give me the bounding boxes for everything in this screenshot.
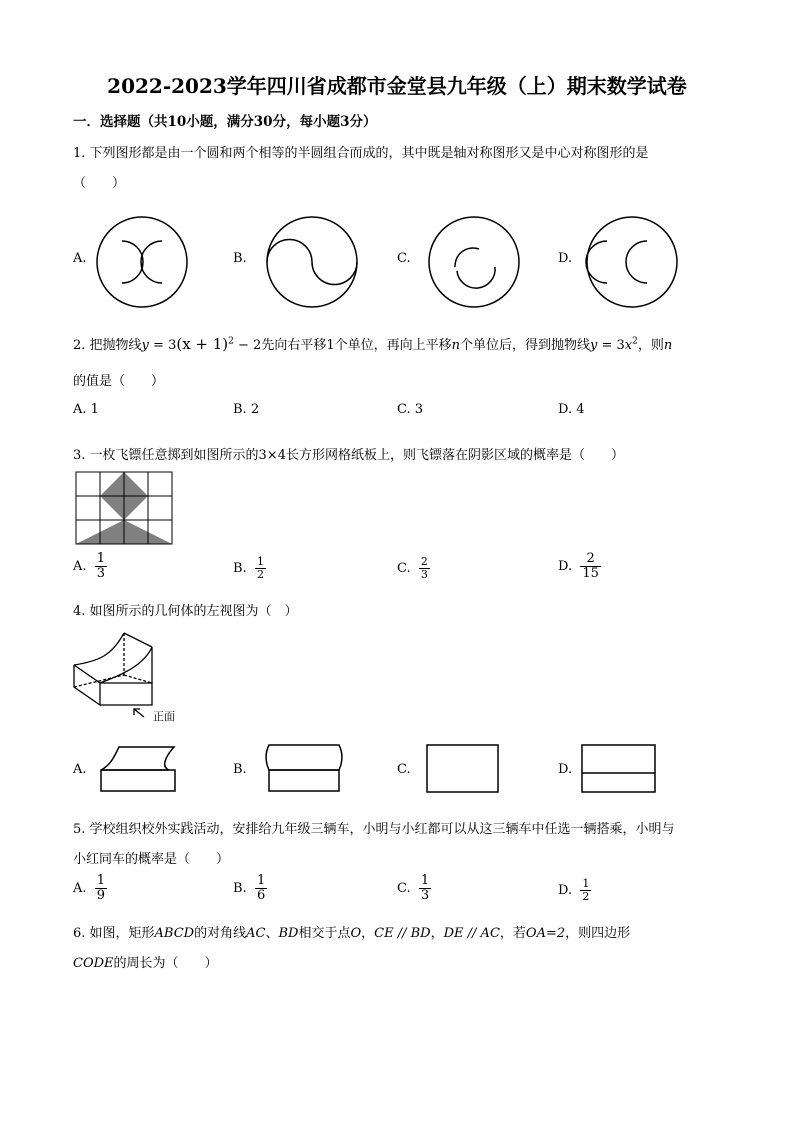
q2-option-b: B. 2: [233, 402, 260, 417]
q4-option-d-label: D.: [558, 762, 573, 777]
q4-option-a-figure: [99, 745, 175, 793]
question-1-text: 1. 下列图形都是由一个圆和两个相等的半圆组合而成的，其中既是轴对称图形又是中心对称图形的是: [73, 146, 649, 161]
q1-option-a-label: A.: [73, 251, 87, 266]
q1-option-c-label: C.: [397, 251, 411, 266]
question-3-text: 3. 一枚飞镖任意掷到如图所示的3×4长方形网格纸板上，则飞镖落在阴影区域的概率是（ ）: [73, 448, 624, 463]
q4-option-b-label: B.: [233, 762, 247, 777]
section-heading: 一．选择题（共10小题，满分30分，每小题3分）: [73, 114, 377, 130]
q1-option-b-figure: [265, 215, 359, 309]
q4-option-c-label: C.: [397, 762, 411, 777]
question-2-line2: 的值是（ ）: [73, 374, 165, 389]
q4-option-c-figure: [426, 744, 500, 794]
page-title: 2022-2023学年四川省成都市金堂县九年级（上）期末数学试卷: [107, 74, 687, 98]
q5-option-d: D. $\frac{1}{2}$: [558, 877, 590, 903]
question-6-line2: CODE的周长为（ ）: [73, 956, 218, 971]
question-5-text: 5. 学校组织校外实践活动，安排给九年级三辆车，小明与小红都可以从这三辆车中任选一辆搭乘，小明与: [73, 822, 675, 837]
question-1-bracket: （ ）: [73, 176, 126, 191]
q5-option-a: A. $\frac{1}{9}$: [73, 873, 106, 903]
q4-solid-figure: [72, 625, 192, 720]
q2-option-c: C. 3: [397, 402, 424, 417]
q1-option-c-figure: [427, 215, 521, 309]
q1-option-d-figure: [585, 215, 679, 309]
q3-option-b: B. $\frac{1}{2}$: [233, 555, 264, 581]
q1-option-d-label: D.: [558, 251, 573, 266]
q4-option-d-figure: [581, 744, 657, 794]
q4-option-b-figure: [265, 743, 343, 793]
question-5-line2: 小红同车的概率是（ ）: [73, 852, 230, 867]
q3-option-c: C. $\frac{2}{3}$: [397, 555, 428, 581]
question-4-text: 4. 如图所示的几何体的左视图为（ ）: [73, 604, 298, 619]
q3-option-d: D. $\frac{2}{15}$: [558, 551, 599, 581]
q1-option-a-figure: [95, 215, 189, 309]
q5-option-b: B. $\frac{1}{6}$: [233, 873, 266, 903]
q4-option-a-label: A.: [73, 762, 87, 777]
q5-option-c: C. $\frac{1}{3}$: [397, 873, 430, 903]
question-6-text: 6. 如图，矩形ABCD的对角线AC、BD相交于点O，CE // BD，DE // AC，若OA=2，则四边形: [73, 926, 631, 941]
q3-grid-figure: [76, 472, 172, 544]
q3-option-a: A. $\frac{1}{3}$: [73, 551, 106, 581]
question-2-text: 2. 把抛物线$y = 3(x + 1)^2 - 2$先向右平移1个单位，再向上平移n个单位后，得到抛物线$y = 3x^2$，则n: [73, 335, 673, 353]
q1-option-b-label: B.: [233, 251, 247, 266]
q2-option-a: A. 1: [73, 402, 99, 417]
q4-front-label: 正面: [153, 710, 175, 723]
q2-option-d: D. 4: [558, 402, 585, 417]
